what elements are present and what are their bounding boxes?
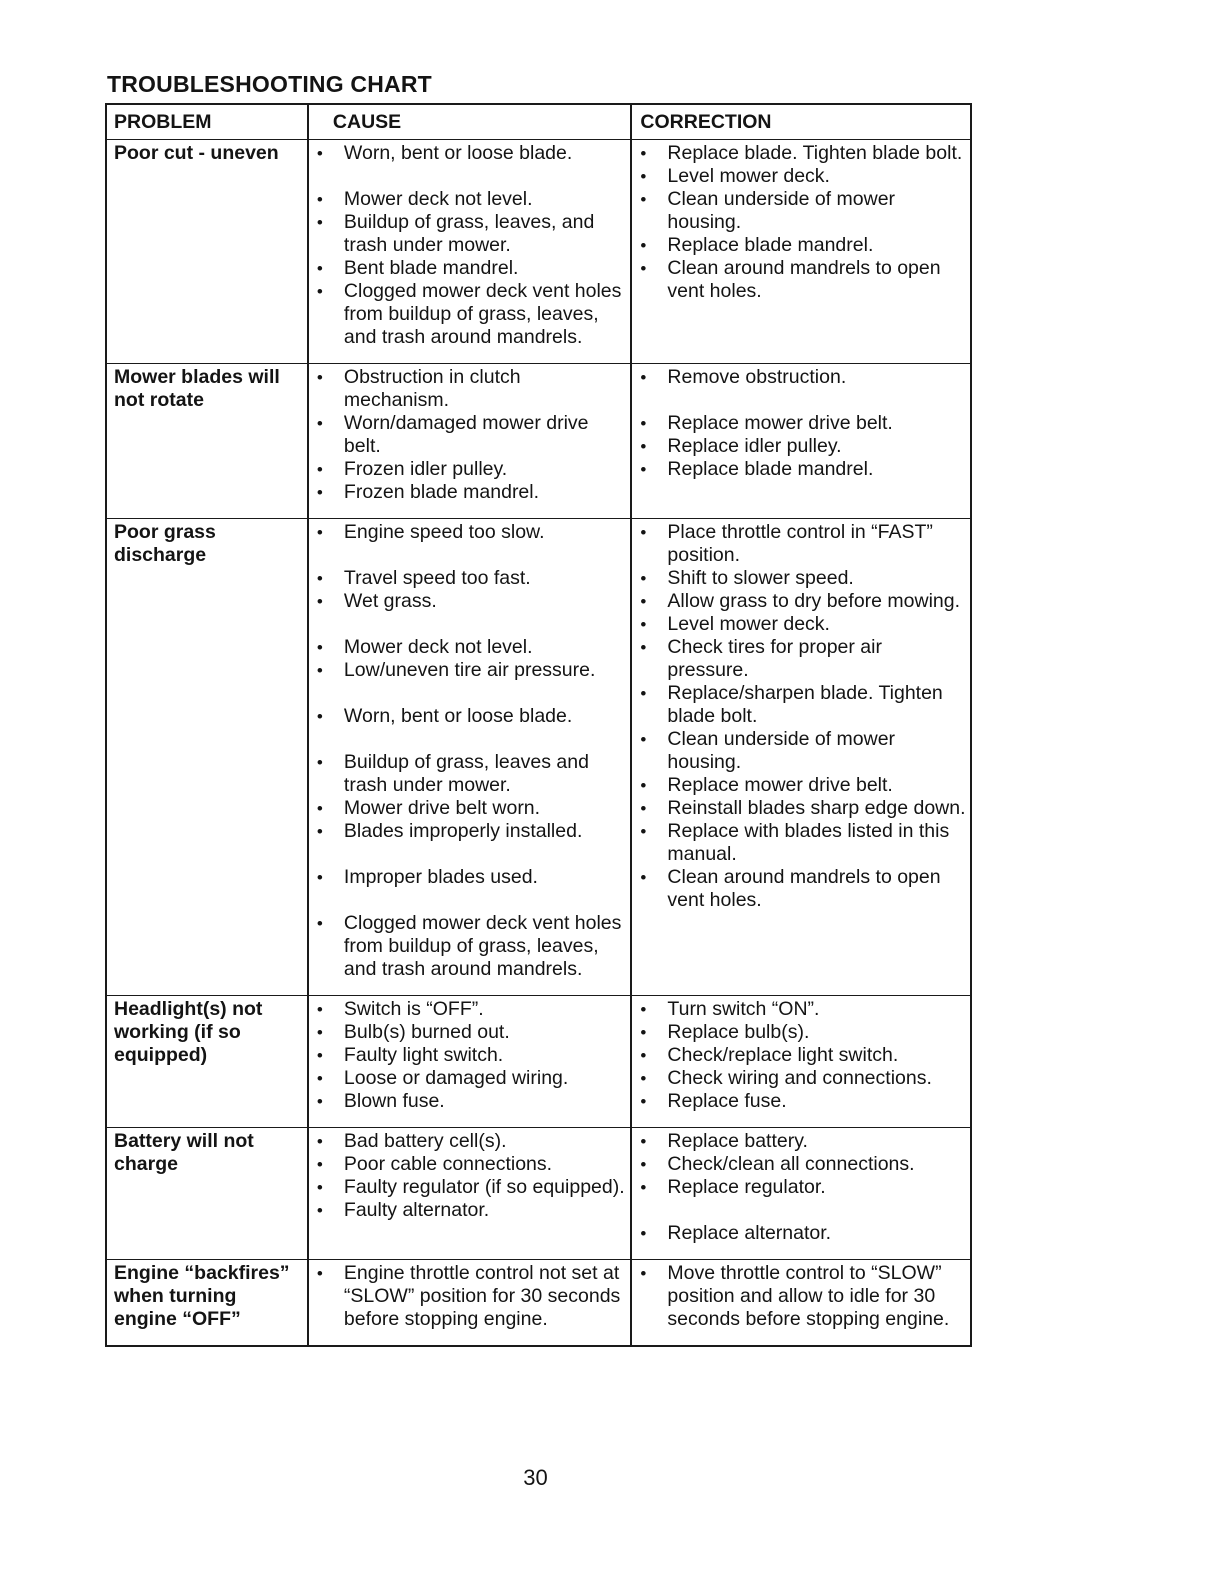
cause-item: • Engine throttle control not set at “SLOW” position for 30 seconds before stopping engine.	[317, 1262, 626, 1331]
problem-cell: Poor cut - uneven	[106, 140, 308, 364]
correction-item: • Clean underside of mower housing.	[640, 728, 966, 774]
correction-list	[640, 366, 966, 481]
cause-item: • Blown fuse.	[317, 1090, 626, 1113]
correction-cell	[631, 1128, 971, 1260]
correction-item: • Clean around mandrels to open vent holes.	[640, 257, 966, 303]
cause-item: • Clogged mower deck vent holes from buildup of grass, leaves, and trash around mandrels.	[317, 280, 626, 349]
cause-item: • Faulty regulator (if so equipped).	[317, 1176, 626, 1199]
cause-item: • Blades improperly installed.	[317, 820, 626, 843]
problem-cell: Battery will not charge	[106, 1128, 308, 1260]
cause-list	[317, 1130, 626, 1222]
correction-item: • Move throttle control to “SLOW” position and allow to idle for 30 seconds before stopping engine.	[640, 1262, 966, 1331]
table-row	[106, 364, 971, 519]
correction-cell	[631, 364, 971, 519]
correction-item: • Replace regulator.	[640, 1176, 966, 1199]
correction-list	[640, 1262, 966, 1331]
correction-item: • Replace blade mandrel.	[640, 234, 966, 257]
cause-cell	[308, 364, 631, 519]
cause-item: • Buildup of grass, leaves and trash under mower.	[317, 751, 626, 797]
cause-item: • Buildup of grass, leaves, and trash under mower.	[317, 211, 626, 257]
cause-list	[317, 521, 626, 981]
page-number: 30	[523, 1465, 548, 1490]
cause-item: • Bulb(s) burned out.	[317, 1021, 626, 1044]
cause-item: • Faulty light switch.	[317, 1044, 626, 1067]
problem-cell: Headlight(s) not working (if so equipped)	[106, 996, 308, 1128]
cause-list	[317, 998, 626, 1113]
correction-list	[640, 998, 966, 1113]
cause-item: • Low/uneven tire air pressure.	[317, 659, 626, 682]
cause-item: • Engine speed too slow.	[317, 521, 626, 544]
cause-cell	[308, 519, 631, 996]
cause-item: • Bad battery cell(s).	[317, 1130, 626, 1153]
correction-item: • Shift to slower speed.	[640, 567, 966, 590]
correction-item: • Replace mower drive belt.	[640, 412, 966, 435]
correction-item: • Replace idler pulley.	[640, 435, 966, 458]
table-row	[106, 140, 971, 364]
cause-item: • Clogged mower deck vent holes from buildup of grass, leaves, and trash around mandrels.	[317, 912, 626, 981]
correction-list	[640, 521, 966, 912]
cause-item: • Switch is “OFF”.	[317, 998, 626, 1021]
cause-item: • Worn/damaged mower drive belt.	[317, 412, 626, 458]
problem-cell: Mower blades will not rotate	[106, 364, 308, 519]
cause-item: • Poor cable connections.	[317, 1153, 626, 1176]
problem-cell: Poor grass discharge	[106, 519, 308, 996]
cause-item: • Mower drive belt worn.	[317, 797, 626, 820]
correction-list	[640, 1130, 966, 1245]
cause-item: • Worn, bent or loose blade.	[317, 705, 626, 728]
correction-item: • Place throttle control in “FAST” position.	[640, 521, 966, 567]
correction-item: • Replace battery.	[640, 1130, 966, 1153]
cause-item: • Faulty alternator.	[317, 1199, 626, 1222]
correction-item: • Clean underside of mower housing.	[640, 188, 966, 234]
cause-item: • Frozen idler pulley.	[317, 458, 626, 481]
problem-cell: Engine “backfires” when turning engine “OFF”	[106, 1260, 308, 1347]
correction-item: • Check tires for proper air pressure.	[640, 636, 966, 682]
correction-item: • Replace blade mandrel.	[640, 458, 966, 481]
cause-item: • Mower deck not level.	[317, 188, 626, 211]
cause-list	[317, 142, 626, 349]
correction-item: • Turn switch “ON”.	[640, 998, 966, 1021]
correction-item: • Level mower deck.	[640, 165, 966, 188]
cause-item: • Obstruction in clutch mechanism.	[317, 366, 626, 412]
cause-item: • Travel speed too fast.	[317, 567, 626, 590]
cause-cell	[308, 140, 631, 364]
cause-item: • Wet grass.	[317, 590, 626, 613]
correction-list	[640, 142, 966, 303]
cause-item: • Frozen blade mandrel.	[317, 481, 626, 504]
correction-item: • Check/clean all connections.	[640, 1153, 966, 1176]
correction-item: • Reinstall blades sharp edge down.	[640, 797, 966, 820]
cause-cell	[308, 1260, 631, 1347]
correction-cell	[631, 996, 971, 1128]
table-row	[106, 1128, 971, 1260]
correction-item: • Replace/sharpen blade. Tighten blade bolt.	[640, 682, 966, 728]
cause-list	[317, 1262, 626, 1331]
table-header-row	[106, 104, 971, 140]
correction-item: • Replace fuse.	[640, 1090, 966, 1113]
correction-item: • Allow grass to dry before mowing.	[640, 590, 966, 613]
cause-item: • Mower deck not level.	[317, 636, 626, 659]
table-row	[106, 519, 971, 996]
page-title: TROUBLESHOOTING CHART	[107, 71, 432, 97]
correction-item: • Check wiring and connections.	[640, 1067, 966, 1090]
header-cause: CAUSE	[308, 104, 631, 140]
correction-item: • Check/replace light switch.	[640, 1044, 966, 1067]
cause-item: • Improper blades used.	[317, 866, 626, 889]
correction-item: • Level mower deck.	[640, 613, 966, 636]
correction-item: • Replace blade. Tighten blade bolt.	[640, 142, 966, 165]
correction-cell	[631, 140, 971, 364]
correction-item: • Remove obstruction.	[640, 366, 966, 389]
correction-item: • Replace mower drive belt.	[640, 774, 966, 797]
correction-item: • Clean around mandrels to open vent holes.	[640, 866, 966, 912]
table-row	[106, 1260, 971, 1347]
correction-item: • Replace alternator.	[640, 1222, 966, 1245]
cause-item: • Worn, bent or loose blade.	[317, 142, 626, 165]
cause-cell	[308, 1128, 631, 1260]
cause-item: • Bent blade mandrel.	[317, 257, 626, 280]
cause-item: • Loose or damaged wiring.	[317, 1067, 626, 1090]
table-row	[106, 996, 971, 1128]
correction-item: • Replace with blades listed in this manual.	[640, 820, 966, 866]
header-correction: CORRECTION	[631, 104, 971, 140]
cause-list	[317, 366, 626, 504]
troubleshooting-table	[105, 103, 972, 1347]
correction-cell	[631, 1260, 971, 1347]
header-problem: PROBLEM	[106, 104, 308, 140]
correction-cell	[631, 519, 971, 996]
cause-cell	[308, 996, 631, 1128]
correction-item: • Replace bulb(s).	[640, 1021, 966, 1044]
